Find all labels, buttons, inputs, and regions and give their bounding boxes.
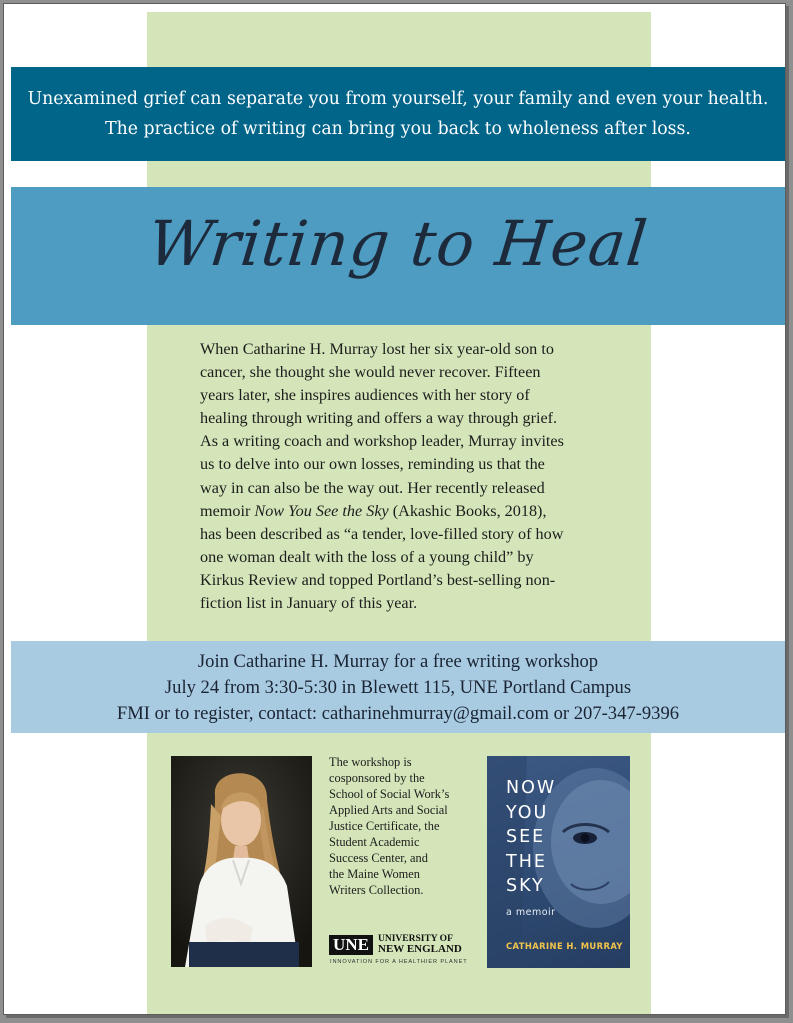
book-cover (487, 756, 630, 968)
body-line: us to delve into our own losses, reminding us that the (200, 455, 545, 474)
flyer-title: Writing to Heal (144, 207, 652, 280)
author-photo (171, 756, 312, 967)
sponsor-line: School of Social Work’s (329, 787, 450, 801)
intro-line-1: Unexamined grief can separate you from yourself, your family and even your health. (27, 89, 769, 109)
une-tagline: INNOVATION FOR A HEALTHIER PLANET (330, 959, 468, 965)
workshop-line-3: FMI or to register, contact: catharinehmurray@gmail.com or 207-347-9396 (116, 703, 680, 724)
book-author: CATHARINE H. MURRAY (506, 941, 623, 951)
sponsor-line: Justice Certificate, the (329, 819, 440, 833)
une-name-line-1: UNIVERSITY OF (378, 934, 453, 944)
workshop-line-2: July 24 from 3:30-5:30 in Blewett 115, UNE Portland Campus (164, 677, 632, 698)
memoir-title: Now You See the Sky (254, 501, 389, 520)
body-line: As a writing coach and workshop leader, Murray invites (200, 432, 564, 451)
intro-band (11, 67, 785, 161)
body-line: has been described as “a tender, love-filled story of how (200, 524, 564, 543)
book-title-line: THE (506, 851, 547, 872)
intro-line-2: The practice of writing can bring you back to wholeness after loss. (105, 119, 691, 139)
body-line: way in can also be the way out. Her recently released (200, 478, 545, 497)
memoir-prefix: memoir (200, 501, 255, 520)
workshop-info-band (11, 641, 785, 733)
flyer-page (3, 3, 786, 1015)
book-title-line: YOU (506, 802, 549, 823)
sponsor-line: cosponsored by the (329, 771, 425, 785)
book-title-line: NOW (506, 778, 557, 798)
title-band (11, 187, 785, 325)
body-line: Kirkus Review and topped Portland’s best-selling non- (200, 570, 556, 589)
sponsor-line: The workshop is (329, 755, 412, 769)
body-line: cancer, she thought she would never recover. Fifteen (200, 363, 541, 382)
book-title-line: SKY (506, 876, 545, 896)
une-name-line-2: NEW ENGLAND (378, 943, 462, 955)
sponsor-line: Student Academic (329, 835, 420, 849)
sponsor-text (329, 754, 479, 898)
author-portrait-illustration (171, 756, 312, 967)
body-line: When Catharine H. Murray lost her six year-old son to (200, 340, 554, 358)
description-text (200, 338, 610, 615)
body-line: healing through writing and offers a way through grief. (200, 409, 558, 428)
book-title (506, 776, 556, 899)
une-abbr: UNE (329, 935, 373, 955)
sponsor-line: Success Center, and (329, 851, 428, 865)
book-title-line: SEE (506, 827, 546, 847)
une-logo (329, 933, 479, 967)
workshop-line-1: Join Catharine H. Murray for a free writing workshop (197, 651, 599, 672)
body-line: years later, she inspires audiences with her story of (200, 386, 530, 405)
body-line: fiction list in January of this year. (200, 594, 418, 613)
sponsor-line: Applied Arts and Social (329, 803, 448, 817)
body-line: one woman dealt with the loss of a young child” by (200, 547, 534, 566)
body-line-memoir (200, 500, 610, 523)
book-subtitle: a memoir (506, 907, 556, 918)
memoir-suffix: (Akashic Books, 2018), (388, 501, 547, 520)
sponsor-line: Writers Collection. (329, 883, 424, 897)
une-name (378, 934, 462, 955)
sponsor-line: the Maine Women (329, 867, 420, 881)
